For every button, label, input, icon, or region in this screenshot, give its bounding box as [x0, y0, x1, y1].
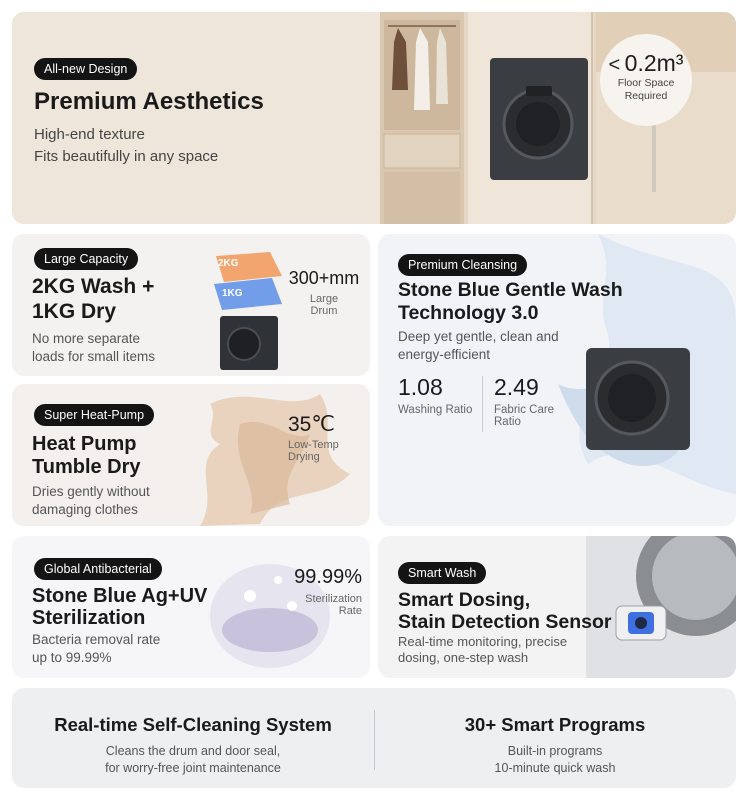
capacity-card — [12, 234, 370, 376]
washing-ratio-stat — [398, 374, 472, 416]
ratio-divider — [482, 376, 483, 432]
hero-title: Premium Aesthetics — [34, 88, 264, 115]
laundry-room-illustration — [380, 12, 736, 224]
capacity-title2: 1KG Dry — [32, 300, 117, 323]
capacity-desc1: No more separate — [32, 331, 141, 346]
floor-space-stat — [606, 50, 686, 103]
heatpump-stat — [288, 412, 358, 463]
cleansing-title1: Stone Blue Gentle Wash — [398, 279, 623, 301]
capacity-stat-label1: Large — [309, 293, 339, 305]
floor-space-label2: Required — [624, 90, 668, 102]
antibacterial-stat-value: 99.99% — [294, 566, 362, 588]
floor-space-prefix: < — [608, 54, 621, 76]
smartwash-title2: Stain Detection Sensor — [398, 611, 612, 633]
self-cleaning-title: Real-time Self-Cleaning System — [54, 714, 332, 735]
self-cleaning-line1: Cleans the drum and door seal, — [105, 744, 281, 758]
antibacterial-card — [12, 536, 370, 678]
washing-ratio-value: 1.08 — [398, 374, 443, 400]
smart-programs-line1: Built-in programs — [507, 744, 603, 758]
hero-card — [12, 12, 736, 224]
smartwash-title1: Smart Dosing, — [398, 589, 531, 611]
antibacterial-stat-label1: Sterilization — [305, 593, 362, 605]
fabric-care-ratio-value: 2.49 — [494, 374, 539, 400]
capacity-icon-label-bottom: 1KG — [222, 288, 243, 299]
antibacterial-title2: Sterilization — [32, 607, 146, 629]
fabric-care-ratio-label1: Fabric Care — [494, 404, 555, 416]
washing-machine-illustration — [584, 344, 694, 454]
smart-programs-feature — [374, 714, 736, 775]
hero-badge: All-new Design — [34, 58, 137, 80]
capacity-stat-label2: Drum — [310, 305, 338, 317]
capacity-badge: Large Capacity — [34, 248, 138, 270]
laundry-room-image — [380, 12, 736, 224]
antibacterial-desc1: Bacteria removal rate — [32, 632, 161, 647]
cleansing-title2: Technology 3.0 — [398, 302, 539, 324]
smartwash-desc1: Real-time monitoring, precise — [398, 634, 568, 649]
bottom-features-card — [12, 688, 736, 788]
smartwash-card — [378, 536, 736, 678]
heatpump-title2: Tumble Dry — [32, 456, 141, 478]
antibacterial-stat-label2: Rate — [338, 605, 362, 617]
floor-space-value: 0.2m³ — [624, 50, 684, 76]
capacity-stat-value: 300+mm — [288, 268, 360, 288]
capacity-icon-label-top: 2KG — [218, 258, 239, 269]
heatpump-title1: Heat Pump — [32, 433, 137, 455]
cleansing-badge: Premium Cleansing — [398, 254, 527, 276]
fabric-care-ratio-stat — [494, 374, 554, 428]
capacity-desc2: loads for small items — [32, 349, 156, 364]
cleansing-desc2: energy-efficient — [398, 347, 491, 362]
cleansing-desc1: Deep yet gentle, clean and — [398, 329, 559, 344]
capacity-stat — [284, 268, 364, 317]
heatpump-desc2: damaging clothes — [32, 502, 138, 517]
washing-ratio-label: Washing Ratio — [398, 404, 473, 416]
heatpump-stat-value: 35℃ — [288, 413, 335, 436]
antibacterial-badge: Global Antibacterial — [34, 558, 162, 580]
antibacterial-desc2: up to 99.99% — [32, 650, 112, 665]
capacity-title1: 2KG Wash + — [32, 275, 155, 298]
heatpump-card — [12, 384, 370, 526]
smartwash-desc2: dosing, one-step wash — [398, 650, 529, 665]
smartwash-badge: Smart Wash — [398, 562, 486, 584]
heatpump-stat-label2: Drying — [288, 451, 320, 463]
self-cleaning-feature — [12, 714, 374, 775]
smart-programs-line2: 10-minute quick wash — [494, 761, 616, 775]
cleansing-card — [378, 234, 736, 526]
antibacterial-stat — [276, 566, 362, 617]
heatpump-badge: Super Heat-Pump — [34, 404, 154, 426]
heatpump-desc1: Dries gently without — [32, 484, 150, 499]
heatpump-stat-label1: Low-Temp — [288, 439, 339, 451]
hero-line2: Fits beautifully in any space — [34, 148, 219, 165]
fabric-care-ratio-label2: Ratio — [494, 416, 521, 428]
capacity-drum-illustration — [202, 242, 292, 372]
hero-line1: High-end texture — [34, 126, 145, 143]
floor-space-label1: Floor Space — [617, 77, 675, 89]
smart-programs-title: 30+ Smart Programs — [464, 714, 646, 735]
self-cleaning-line2: for worry-free joint maintenance — [105, 761, 281, 775]
sensor-illustration — [586, 536, 736, 678]
antibacterial-title1: Stone Blue Ag+UV — [32, 585, 208, 607]
